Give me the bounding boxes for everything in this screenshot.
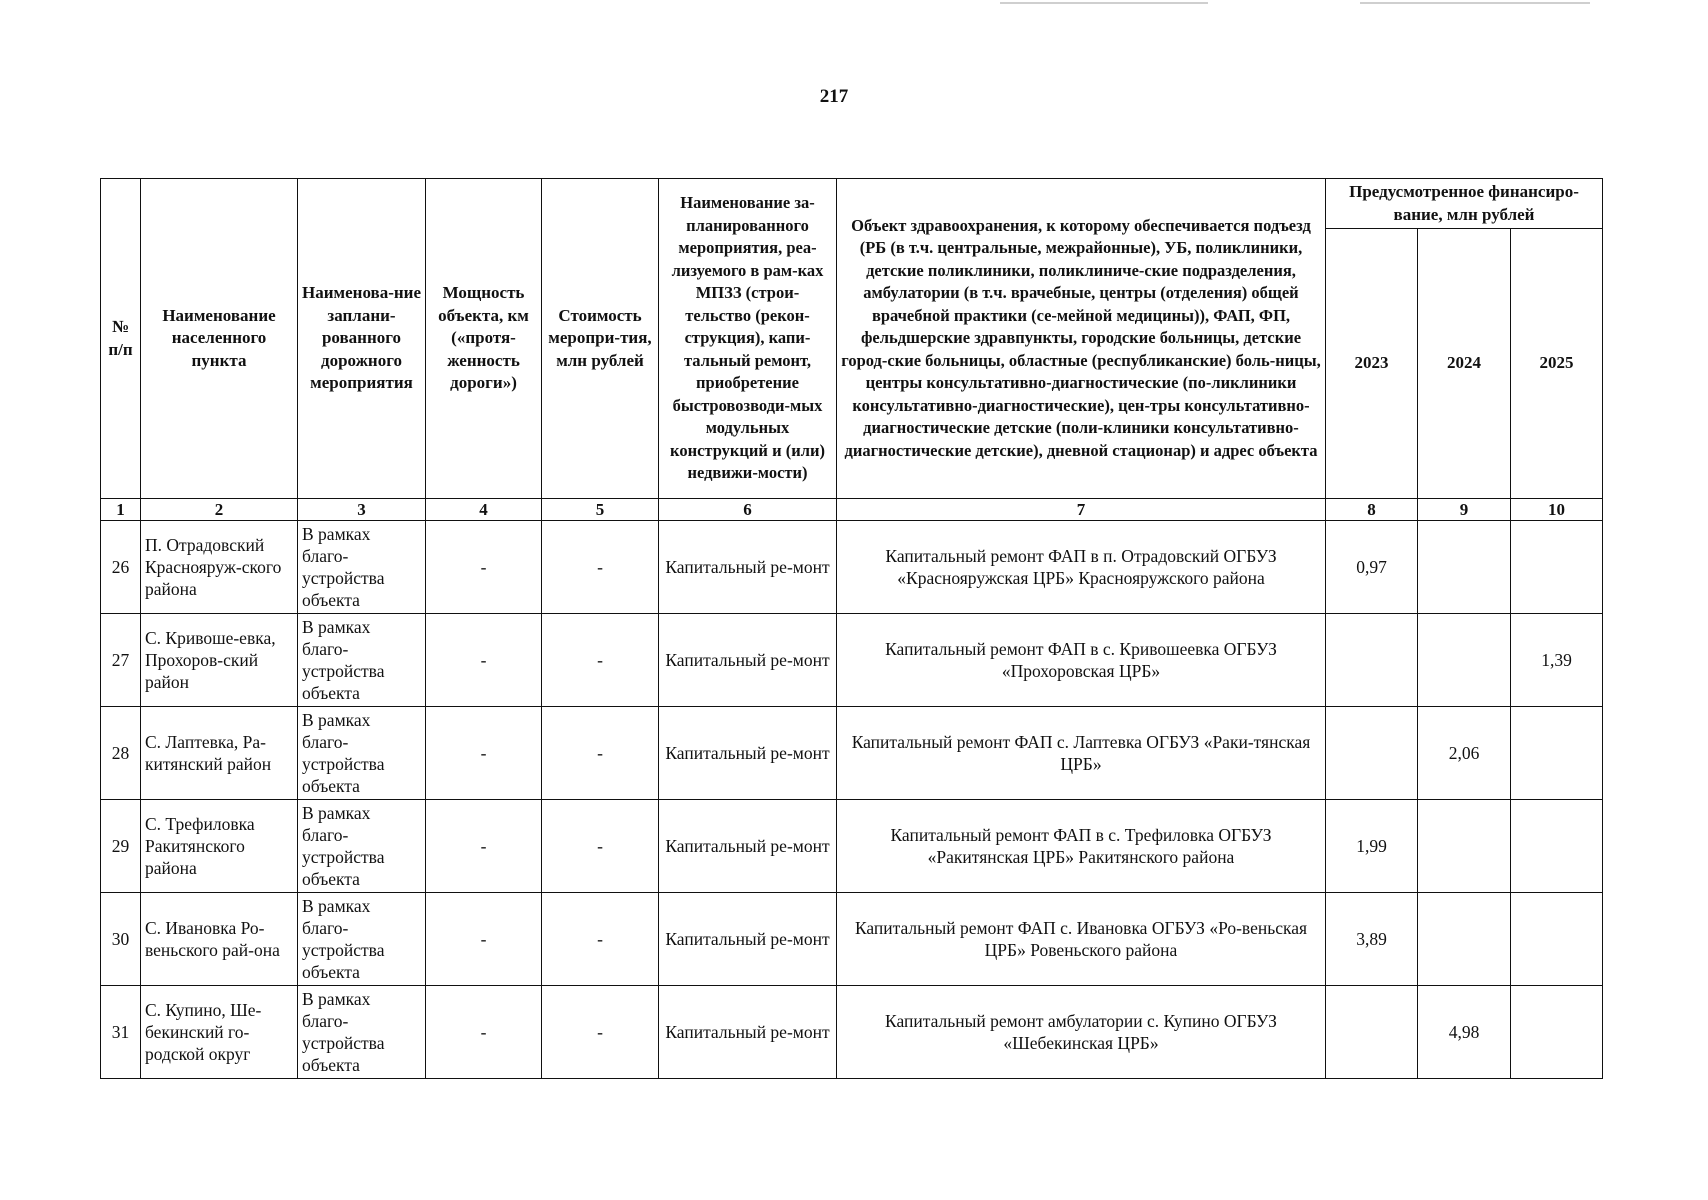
header-year-2025: 2025 xyxy=(1511,229,1603,499)
table-row xyxy=(101,521,1603,614)
capacity-cell: - xyxy=(426,893,542,986)
header-capacity: Мощность объекта, км («протя-женность дороги») xyxy=(426,179,542,499)
financing-2025-cell: 1,39 xyxy=(1511,614,1603,707)
health-object-cell: Капитальный ремонт ФАП с. Лаптевка ОГБУЗ «Раки-тянская ЦРБ» xyxy=(837,707,1326,800)
header-num: № п/п xyxy=(101,179,141,499)
road-event-cell: В рамках благо-устройства объекта xyxy=(298,800,426,893)
financing-2024-cell xyxy=(1418,893,1511,986)
header-financing: Предусмотренное финансиро-вание, млн рублей xyxy=(1326,179,1603,229)
financing-2024-cell xyxy=(1418,800,1511,893)
cost-cell: - xyxy=(542,800,659,893)
row-number: 28 xyxy=(101,707,141,800)
event-cell: Капитальный ре-монт xyxy=(659,614,837,707)
health-object-cell: Капитальный ремонт ФАП в п. Отрадовский ОГБУЗ «Краснояружская ЦРБ» Краснояружского района xyxy=(837,521,1326,614)
settlement-cell: С. Кривоше-евка, Прохоров-ский район xyxy=(141,614,298,707)
settlement-cell: С. Купино, Ше-бекинский го-родской округ xyxy=(141,986,298,1079)
financing-2023-cell xyxy=(1326,707,1418,800)
capacity-cell: - xyxy=(426,614,542,707)
column-number: 2 xyxy=(141,499,298,521)
cost-cell: - xyxy=(542,707,659,800)
header-cost: Стоимость меропри-тия, млн рублей xyxy=(542,179,659,499)
header-settlement: Наименование населенного пункта xyxy=(141,179,298,499)
page-number: 217 xyxy=(819,86,849,107)
row-number: 26 xyxy=(101,521,141,614)
health-object-cell: Капитальный ремонт ФАП с. Ивановка ОГБУЗ «Ро-веньская ЦРБ» Ровеньского района xyxy=(837,893,1326,986)
scan-artifact-line xyxy=(1000,2,1208,4)
financing-2023-cell: 1,99 xyxy=(1326,800,1418,893)
road-event-cell: В рамках благо-устройства объекта xyxy=(298,521,426,614)
header-year-2023: 2023 xyxy=(1326,229,1418,499)
column-number: 6 xyxy=(659,499,837,521)
event-cell: Капитальный ре-монт xyxy=(659,893,837,986)
capacity-cell: - xyxy=(426,800,542,893)
header-year-2024: 2024 xyxy=(1418,229,1511,499)
capacity-cell: - xyxy=(426,707,542,800)
table-row xyxy=(101,800,1603,893)
road-event-cell: В рамках благо-устройства объекта xyxy=(298,614,426,707)
cost-cell: - xyxy=(542,986,659,1079)
financing-2023-cell xyxy=(1326,614,1418,707)
row-number: 30 xyxy=(101,893,141,986)
settlement-cell: П. Отрадовский Краснояруж-ского района xyxy=(141,521,298,614)
financing-2025-cell xyxy=(1511,707,1603,800)
road-event-cell: В рамках благо-устройства объекта xyxy=(298,707,426,800)
header-health-object: Объект здравоохранения, к которому обеспечивается подъезд (РБ (в т.ч. центральные, межрайонные), УБ, поликлиники, детские поликлиники, поликлиниче-ские подразделения, амбулатории (в т.ч. врачебные, центры (отделения) общей врачебной практики (се-мейной медицины)), ФАП, ФП, фельдшерские здравпункты, городские больницы, детские город-ские больницы, областные (республиканские) боль-ницы, центры консультативно-диагностические (по-ликлиники консультативно-диагностические), цен-тры консультативно-диагностические детские (поли-клиники консультативно-диагностические детские), дневной стационар) и адрес объекта xyxy=(837,179,1326,499)
column-number: 5 xyxy=(542,499,659,521)
financing-2024-cell: 2,06 xyxy=(1418,707,1511,800)
row-number: 27 xyxy=(101,614,141,707)
column-number: 7 xyxy=(837,499,1326,521)
header-road-event: Наименова-ние заплани-рованного дорожного мероприятия xyxy=(298,179,426,499)
column-number: 9 xyxy=(1418,499,1511,521)
scan-artifact-line xyxy=(1360,2,1590,4)
financing-2024-cell xyxy=(1418,521,1511,614)
row-number: 29 xyxy=(101,800,141,893)
capacity-cell: - xyxy=(426,521,542,614)
header-event: Наименование за-планированного мероприятия, реа-лизуемого в рам-ках МПЗЗ (строи-тельство (рекон-струкция), капи-тальный ремонт, приобретение быстровозводи-мых модульных конструкций и (или) недвижи-мости) xyxy=(659,179,837,499)
column-number: 1 xyxy=(101,499,141,521)
financing-2025-cell xyxy=(1511,521,1603,614)
road-event-cell: В рамках благо-устройства объекта xyxy=(298,893,426,986)
event-cell: Капитальный ре-монт xyxy=(659,521,837,614)
row-number: 31 xyxy=(101,986,141,1079)
table-row xyxy=(101,614,1603,707)
health-object-cell: Капитальный ремонт ФАП в с. Трефиловка ОГБУЗ «Ракитянская ЦРБ» Ракитянского района xyxy=(837,800,1326,893)
header-row xyxy=(101,179,1603,229)
capacity-cell: - xyxy=(426,986,542,1079)
column-number: 4 xyxy=(426,499,542,521)
table-row xyxy=(101,707,1603,800)
column-numbers-row xyxy=(101,499,1603,521)
financing-2023-cell: 0,97 xyxy=(1326,521,1418,614)
event-cell: Капитальный ре-монт xyxy=(659,986,837,1079)
table-row xyxy=(101,893,1603,986)
column-number: 3 xyxy=(298,499,426,521)
health-object-cell: Капитальный ремонт амбулатории с. Купино ОГБУЗ «Шебекинская ЦРБ» xyxy=(837,986,1326,1079)
road-event-cell: В рамках благо-устройства объекта xyxy=(298,986,426,1079)
cost-cell: - xyxy=(542,614,659,707)
financing-2025-cell xyxy=(1511,800,1603,893)
event-cell: Капитальный ре-монт xyxy=(659,707,837,800)
health-object-cell: Капитальный ремонт ФАП в с. Кривошеевка ОГБУЗ «Прохоровская ЦРБ» xyxy=(837,614,1326,707)
event-cell: Капитальный ре-монт xyxy=(659,800,837,893)
settlement-cell: С. Ивановка Ро-веньского рай-она xyxy=(141,893,298,986)
column-number: 8 xyxy=(1326,499,1418,521)
cost-cell: - xyxy=(542,521,659,614)
financing-table xyxy=(100,178,1603,1079)
financing-2024-cell: 4,98 xyxy=(1418,986,1511,1079)
financing-2023-cell xyxy=(1326,986,1418,1079)
financing-2025-cell xyxy=(1511,893,1603,986)
table-row xyxy=(101,986,1603,1079)
financing-2024-cell xyxy=(1418,614,1511,707)
financing-2023-cell: 3,89 xyxy=(1326,893,1418,986)
settlement-cell: С. Трефиловка Ракитянского района xyxy=(141,800,298,893)
financing-2025-cell xyxy=(1511,986,1603,1079)
cost-cell: - xyxy=(542,893,659,986)
settlement-cell: С. Лаптевка, Ра-китянский район xyxy=(141,707,298,800)
column-number: 10 xyxy=(1511,499,1603,521)
